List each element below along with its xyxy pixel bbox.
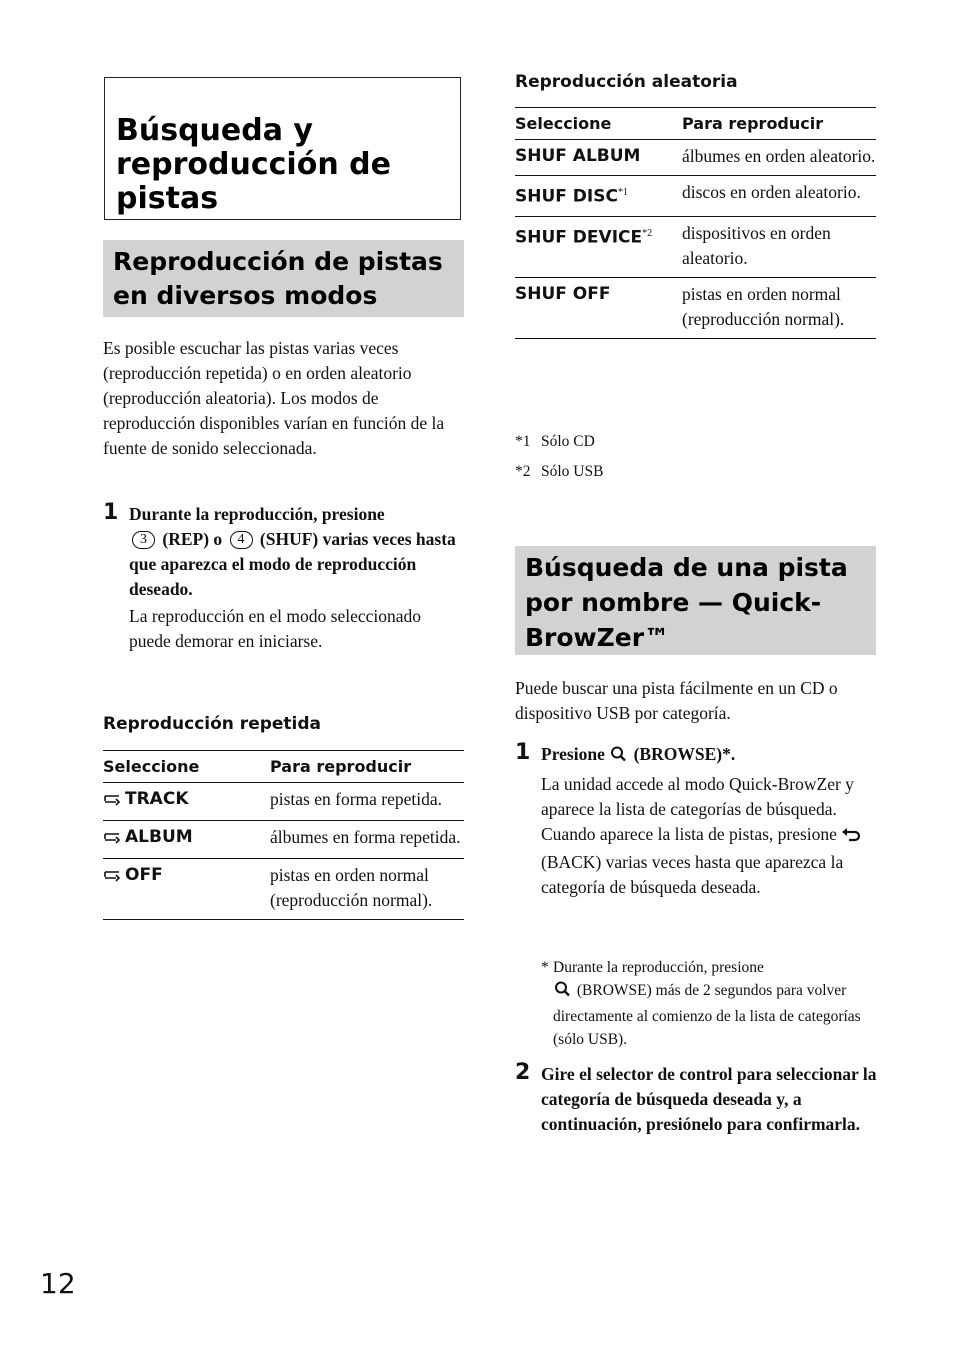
table-row	[515, 216, 876, 277]
footnote	[515, 457, 603, 487]
table-row	[515, 140, 876, 176]
step-2-browse	[515, 1062, 877, 1137]
table-row	[103, 859, 464, 920]
option-label: ALBUM	[125, 827, 193, 847]
step-instruction: (REP) o	[162, 529, 223, 549]
option-label: OFF	[125, 865, 163, 885]
table-row	[103, 821, 464, 859]
step-detail: La unidad accede al modo Quick-BrowZer y aparece la lista de categorías de búsqueda.	[541, 774, 854, 819]
footnote-mark: *1	[515, 433, 531, 450]
repeat-table	[103, 750, 464, 920]
key-3-icon: 3	[132, 531, 155, 549]
step-detail-text: (BACK) varias veces hasta que aparezca la categoría de búsqueda deseada.	[541, 852, 844, 897]
step-note	[541, 956, 868, 1051]
column-header: Seleccione	[515, 108, 682, 140]
option-label: SHUF ALBUM	[515, 146, 641, 166]
note-text: Durante la reproducción, presione	[553, 959, 764, 976]
footnote-text: Sólo USB	[541, 463, 604, 480]
option-label: TRACK	[125, 789, 189, 809]
footnote-ref: *2	[642, 227, 653, 239]
search-icon	[553, 980, 573, 1005]
step-detail: La reproducción en el modo seleccionado puede demorar en iniciarse.	[129, 606, 422, 651]
footnote	[515, 427, 595, 457]
step-detail	[541, 822, 877, 900]
option-desc: pistas en orden normal (reproducción normal).	[270, 859, 464, 920]
column-header: Para reproducir	[682, 108, 876, 140]
step-detail-text: Cuando aparece la lista de pistas, presione	[541, 824, 837, 844]
section-title: Reproducción de pistas en diversos modos	[113, 247, 443, 310]
option-label: SHUF DEVICE	[515, 227, 643, 248]
step-1-browse	[515, 742, 877, 900]
footnote-text: Sólo CD	[541, 433, 595, 450]
option-desc: álbumes en orden aleatorio.	[682, 140, 876, 176]
column-header: Para reproducir	[270, 751, 464, 783]
step-instruction: (BROWSE)*.	[633, 744, 736, 764]
intro-paragraph: Puede buscar una pista fácilmente en un CD o dispositivo USB por categoría.	[515, 678, 838, 723]
table-row	[103, 783, 464, 821]
section-heading-browse	[515, 546, 876, 655]
section-heading-modes	[103, 240, 464, 317]
repeat-icon	[103, 865, 125, 890]
step-instruction: (SHUF) varias veces hasta que aparezca el modo de reproducción deseado.	[129, 529, 456, 599]
shuffle-table-title: Reproducción aleatoria	[515, 72, 738, 92]
note-mark: *	[541, 959, 549, 976]
option-desc: pistas en orden normal (reproducción normal).	[682, 277, 876, 338]
section-title: Búsqueda de una pista por nombre — Quick-BrowZer™	[525, 553, 848, 652]
back-icon	[841, 825, 861, 850]
option-desc: pistas en forma repetida.	[270, 783, 464, 821]
option-desc: discos en orden aleatorio.	[682, 176, 876, 217]
page-title: Búsqueda y reproducción de pistas	[116, 113, 391, 216]
step-instruction: Gire el selector de control para seleccionar la categoría de búsqueda deseada y, a continuación, presiónelo para confirmarla.	[541, 1064, 877, 1134]
option-label: SHUF OFF	[515, 283, 611, 304]
repeat-icon	[103, 789, 125, 814]
step-instruction: Presione	[541, 744, 605, 764]
repeat-icon	[103, 827, 125, 852]
intro-paragraph: Es posible escuchar las pistas varias veces (reproducción repetida) o en orden aleatorio (reproducción aleatoria). Los modos de reproducción disponibles varían en función de la fuente de sonido seleccionada.	[103, 338, 445, 458]
option-label: SHUF DISC	[515, 186, 618, 207]
step-instruction: Durante la reproducción, presione	[129, 504, 385, 524]
footnote-mark: *2	[515, 463, 531, 480]
step-number: 1	[103, 500, 119, 525]
note-text: (BROWSE) más de 2 segundos para volver directamente al comienzo de la lista de categorías (sólo USB).	[553, 982, 861, 1048]
search-icon	[609, 745, 629, 770]
repeat-table-title: Reproducción repetida	[103, 714, 322, 734]
option-desc: álbumes en forma repetida.	[270, 821, 464, 859]
page-number: 12	[40, 1267, 76, 1300]
footnote-ref: *1	[617, 187, 628, 198]
step-1-modes	[103, 502, 465, 654]
column-header: Seleccione	[103, 751, 270, 783]
step-number: 1	[515, 740, 531, 765]
step-number: 2	[515, 1060, 531, 1085]
shuffle-table	[515, 107, 876, 339]
table-row	[515, 277, 876, 338]
key-4-icon: 4	[230, 531, 253, 549]
option-desc: dispositivos en orden aleatorio.	[682, 216, 876, 277]
main-title-box	[104, 77, 461, 220]
table-row	[515, 176, 876, 217]
